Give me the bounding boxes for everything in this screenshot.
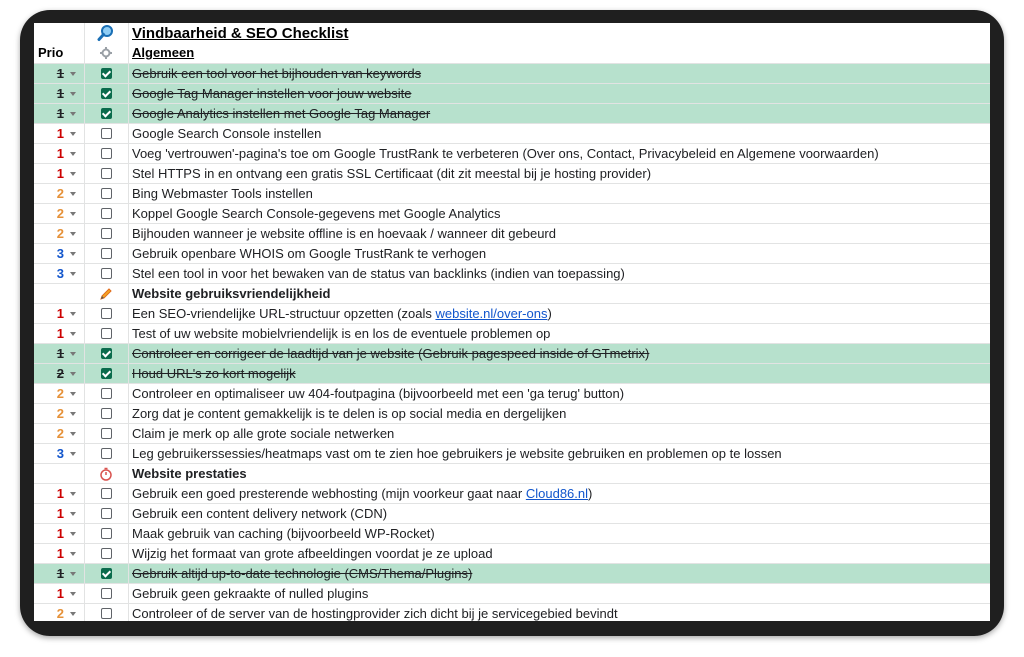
priority-value: 1: [56, 346, 64, 361]
chevron-down-icon: [70, 372, 76, 376]
chevron-down-icon: [70, 492, 76, 496]
priority-value: 3: [56, 246, 64, 261]
section-heading-algemeen: Algemeen: [132, 45, 195, 60]
priority-value: 1: [56, 306, 64, 321]
task-label: Houd URL's zo kort mogelijk: [132, 366, 296, 381]
priority-dropdown[interactable]: [34, 324, 84, 343]
task-checkbox[interactable]: [101, 308, 112, 319]
checklist-row: [34, 224, 990, 244]
priority-dropdown[interactable]: [34, 504, 84, 523]
task-checkbox[interactable]: [101, 108, 112, 119]
task-checkbox[interactable]: [101, 328, 112, 339]
task-label: Gebruik altijd up-to-date technologie (CMS/Thema/Plugins): [132, 566, 473, 581]
task-checkbox[interactable]: [101, 208, 112, 219]
checkbox-cell: [84, 104, 128, 123]
priority-value: 3: [56, 446, 64, 461]
task-checkbox[interactable]: [101, 408, 112, 419]
chevron-down-icon: [70, 72, 76, 76]
chevron-down-icon: [70, 572, 76, 576]
checkbox-cell: [84, 584, 128, 603]
task-label: Controleer of de server van de hostingprovider zich dicht bij je servicegebied bevindt: [132, 606, 618, 621]
task-text: [128, 544, 990, 563]
task-text: [128, 364, 990, 383]
task-checkbox[interactable]: [101, 528, 112, 539]
task-label: Gebruik een tool voor het bijhouden van keywords: [132, 66, 422, 81]
priority-dropdown[interactable]: [34, 424, 84, 443]
priority-value: 1: [56, 486, 64, 501]
checkbox-cell: [84, 144, 128, 163]
priority-value: 1: [56, 546, 64, 561]
task-text: [128, 604, 990, 621]
task-label: Maak gebruik van caching (bijvoorbeeld WP-Rocket): [132, 526, 435, 541]
chevron-down-icon: [70, 232, 76, 236]
checkbox-cell: [84, 344, 128, 363]
task-checkbox[interactable]: [101, 228, 112, 239]
chevron-down-icon: [70, 92, 76, 96]
task-label: Gebruik een content delivery network (CDN): [132, 506, 388, 521]
task-text: [128, 164, 990, 183]
task-text: [128, 264, 990, 283]
task-label: Google Tag Manager instellen voor jouw website: [132, 86, 412, 101]
chevron-down-icon: [70, 212, 76, 216]
sheet-header: [34, 23, 990, 64]
checklist-row: [34, 444, 990, 464]
chevron-down-icon: [70, 312, 76, 316]
task-checkbox[interactable]: [101, 588, 112, 599]
priority-value: 3: [56, 266, 64, 281]
chevron-down-icon: [70, 592, 76, 596]
checkbox-cell: [84, 604, 128, 621]
checklist-row: [34, 164, 990, 184]
task-text: [128, 344, 990, 363]
chevron-down-icon: [70, 432, 76, 436]
priority-dropdown[interactable]: [34, 204, 84, 223]
checkbox-cell: [84, 204, 128, 223]
task-label: Gebruik openbare WHOIS om Google TrustRank te verhogen: [132, 246, 487, 261]
priority-dropdown[interactable]: [34, 124, 84, 143]
priority-value: 1: [56, 166, 64, 181]
column-divider: [128, 23, 129, 621]
checklist-row: [34, 324, 990, 344]
priority-dropdown[interactable]: [34, 384, 84, 403]
checkbox-cell: [84, 324, 128, 343]
task-checkbox[interactable]: [101, 508, 112, 519]
task-label: Bing Webmaster Tools instellen: [132, 186, 313, 201]
task-label: Controleer en corrigeer de laadtijd van je website (Gebruik pagespeed inside of GTmetrix): [132, 346, 650, 361]
checkbox-cell: [84, 404, 128, 423]
priority-value: 1: [56, 506, 64, 521]
priority-dropdown[interactable]: [34, 84, 84, 103]
task-label: Stel een tool in voor het bewaken van de status van backlinks (indien van toepassing): [132, 266, 625, 281]
checklist-row: [34, 604, 990, 621]
checkbox-cell: [84, 504, 128, 523]
task-text: [128, 484, 990, 503]
task-checkbox[interactable]: [101, 368, 112, 379]
priority-dropdown[interactable]: [34, 584, 84, 603]
chevron-down-icon: [70, 272, 76, 276]
chevron-down-icon: [70, 612, 76, 616]
task-text: [128, 584, 990, 603]
checklist-row: [34, 124, 990, 144]
task-link[interactable]: Cloud86.nl: [525, 486, 589, 501]
checklist-row: [34, 104, 990, 124]
task-checkbox[interactable]: [101, 428, 112, 439]
task-checkbox[interactable]: [101, 388, 112, 399]
priority-dropdown[interactable]: [34, 404, 84, 423]
checkbox-cell: [84, 524, 128, 543]
task-text: [128, 404, 990, 423]
checklist-row: [34, 544, 990, 564]
priority-value: 1: [56, 66, 64, 81]
priority-dropdown[interactable]: [34, 184, 84, 203]
task-label: Google Analytics instellen met Google Tag Manager: [132, 106, 431, 121]
chevron-down-icon: [70, 152, 76, 156]
task-text: [128, 84, 990, 103]
priority-value: 1: [56, 86, 64, 101]
priority-dropdown[interactable]: [34, 344, 84, 363]
task-text: [128, 144, 990, 163]
task-label: Test of uw website mobielvriendelijk is en los de eventuele problemen op: [132, 326, 551, 341]
priority-value: 1: [56, 106, 64, 121]
checklist-row: [34, 384, 990, 404]
task-text: [128, 444, 990, 463]
chevron-down-icon: [70, 552, 76, 556]
checklist-row: [34, 84, 990, 104]
priority-dropdown[interactable]: [34, 104, 84, 123]
section-heading: [128, 284, 990, 303]
checklist-row: [34, 564, 990, 584]
checklist-rows: [34, 64, 990, 621]
task-text: [128, 304, 990, 323]
priority-dropdown[interactable]: [34, 604, 84, 621]
task-text: [128, 504, 990, 523]
task-text: [128, 564, 990, 583]
column-divider: [84, 23, 85, 621]
chevron-down-icon: [70, 112, 76, 116]
task-label: Leg gebruikerssessies/heatmaps vast om te zien hoe gebruikers je website gebruiken en problemen op te lossen: [132, 446, 782, 461]
priority-dropdown[interactable]: [34, 264, 84, 283]
checkbox-cell: [84, 264, 128, 283]
task-label: Gebruik een goed presterende webhosting (mijn voorkeur gaat naar: [132, 486, 526, 501]
priority-value: 2: [56, 426, 64, 441]
priority-dropdown[interactable]: [34, 484, 84, 503]
checklist-row: [34, 64, 990, 84]
priority-value: 2: [56, 406, 64, 421]
priority-value: 2: [56, 366, 64, 381]
checkbox-cell: [84, 424, 128, 443]
priority-value: 2: [56, 606, 64, 621]
task-checkbox[interactable]: [101, 88, 112, 99]
chevron-down-icon: [70, 192, 76, 196]
task-label: Koppel Google Search Console-gegevens met Google Analytics: [132, 206, 501, 221]
priority-value: 2: [56, 186, 64, 201]
priority-value: 2: [56, 386, 64, 401]
checklist-row: [34, 264, 990, 284]
chevron-down-icon: [70, 132, 76, 136]
checkbox-cell: [84, 364, 128, 383]
checkbox-cell: [84, 304, 128, 323]
checklist-row: [34, 244, 990, 264]
task-label: Google Search Console instellen: [132, 126, 322, 141]
pencil-icon: [84, 284, 128, 303]
task-text: [128, 124, 990, 143]
section-heading: [128, 464, 990, 483]
task-text: [128, 324, 990, 343]
priority-dropdown[interactable]: [34, 444, 84, 463]
checklist-row: [34, 304, 990, 324]
task-link[interactable]: website.nl/over-ons: [435, 306, 548, 321]
device-frame: [20, 10, 1004, 636]
checklist-row: [34, 144, 990, 164]
checklist-row: [34, 524, 990, 544]
task-text: [128, 104, 990, 123]
checkbox-cell: [84, 224, 128, 243]
priority-value: 1: [56, 126, 64, 141]
priority-dropdown[interactable]: [34, 544, 84, 563]
checklist-row: [34, 204, 990, 224]
priority-value: 1: [56, 146, 64, 161]
task-label: Controleer en optimaliseer uw 404-foutpagina (bijvoorbeeld met een 'ga terug' button): [132, 386, 625, 401]
priority-dropdown[interactable]: [34, 244, 84, 263]
task-text: [128, 384, 990, 403]
section-heading-row: [34, 284, 990, 304]
task-checkbox[interactable]: [101, 608, 112, 619]
task-text: [128, 184, 990, 203]
task-checkbox[interactable]: [101, 128, 112, 139]
checkbox-cell: [84, 84, 128, 103]
chevron-down-icon: [70, 252, 76, 256]
checkbox-cell: [84, 124, 128, 143]
checkbox-cell: [84, 444, 128, 463]
checkbox-cell: [84, 544, 128, 563]
task-checkbox[interactable]: [101, 488, 112, 499]
priority-value: 1: [56, 566, 64, 581]
task-checkbox[interactable]: [101, 348, 112, 359]
task-checkbox[interactable]: [101, 168, 112, 179]
checkbox-cell: [84, 244, 128, 263]
chevron-down-icon: [70, 532, 76, 536]
task-checkbox[interactable]: [101, 248, 112, 259]
checklist-row: [34, 404, 990, 424]
priority-value: 2: [56, 226, 64, 241]
task-label-suffix: ): [547, 306, 552, 321]
task-text: [128, 224, 990, 243]
chevron-down-icon: [70, 452, 76, 456]
task-text: [128, 204, 990, 223]
task-checkbox[interactable]: [101, 68, 112, 79]
task-label: Gebruik geen gekraakte of nulled plugins: [132, 586, 369, 601]
task-text: [128, 424, 990, 443]
task-label: Zorg dat je content gemakkelijk is te delen is op social media en dergelijken: [132, 406, 567, 421]
task-label-suffix: ): [588, 486, 593, 501]
checkbox-cell: [84, 384, 128, 403]
priority-value: 2: [56, 206, 64, 221]
priority-dropdown[interactable]: [34, 524, 84, 543]
checklist-row: [34, 484, 990, 504]
checklist-row: [34, 344, 990, 364]
task-label: Voeg 'vertrouwen'-pagina's toe om Google TrustRank te verbeteren (Over ons, Contact, Privacybeleid en Algemene voorwaarden): [132, 146, 879, 161]
task-label: Website prestaties: [132, 466, 247, 481]
task-text: [128, 64, 990, 83]
chevron-down-icon: [70, 352, 76, 356]
checkbox-cell: [84, 484, 128, 503]
task-checkbox[interactable]: [101, 448, 112, 459]
task-label: Een SEO-vriendelijke URL-structuur opzetten (zoals: [132, 306, 436, 321]
task-label: Wijzig het formaat van grote afbeeldingen voordat je ze upload: [132, 546, 493, 561]
priority-dropdown[interactable]: [34, 164, 84, 183]
task-label: Website gebruiksvriendelijkheid: [132, 286, 331, 301]
task-checkbox[interactable]: [101, 268, 112, 279]
priority-dropdown[interactable]: [34, 564, 84, 583]
checkbox-cell: [84, 164, 128, 183]
magnifier-icon: [84, 23, 128, 43]
priority-dropdown[interactable]: [34, 364, 84, 383]
sheet-title: Vindbaarheid & SEO Checklist: [132, 25, 349, 42]
checkbox-cell: [84, 64, 128, 83]
task-text: [128, 244, 990, 263]
checklist-row: [34, 504, 990, 524]
section-heading-row: [34, 464, 990, 484]
priority-value: 1: [56, 526, 64, 541]
checkbox-cell: [84, 564, 128, 583]
prio-column-header: Prio: [38, 45, 64, 60]
priority-dropdown[interactable]: [34, 304, 84, 323]
chevron-down-icon: [70, 412, 76, 416]
chevron-down-icon: [70, 392, 76, 396]
stopwatch-icon: [84, 464, 128, 483]
gear-icon: [84, 43, 128, 63]
chevron-down-icon: [70, 332, 76, 336]
chevron-down-icon: [70, 172, 76, 176]
priority-dropdown[interactable]: [34, 144, 84, 163]
chevron-down-icon: [70, 512, 76, 516]
priority-value: 1: [56, 326, 64, 341]
spreadsheet: [34, 23, 990, 621]
task-label: Claim je merk op alle grote sociale netwerken: [132, 426, 395, 441]
task-checkbox[interactable]: [101, 568, 112, 579]
checklist-row: [34, 364, 990, 384]
task-checkbox[interactable]: [101, 188, 112, 199]
checkbox-cell: [84, 184, 128, 203]
checklist-row: [34, 424, 990, 444]
task-label: Stel HTTPS in en ontvang een gratis SSL Certificaat (dit zit meestal bij je hosting provider): [132, 166, 652, 181]
priority-value: 1: [56, 586, 64, 601]
task-checkbox[interactable]: [101, 548, 112, 559]
task-label: Bijhouden wanneer je website offline is en hoevaak / wanneer dit gebeurd: [132, 226, 556, 241]
priority-dropdown[interactable]: [34, 64, 84, 83]
checklist-row: [34, 584, 990, 604]
task-text: [128, 524, 990, 543]
checklist-row: [34, 184, 990, 204]
priority-dropdown[interactable]: [34, 224, 84, 243]
task-checkbox[interactable]: [101, 148, 112, 159]
